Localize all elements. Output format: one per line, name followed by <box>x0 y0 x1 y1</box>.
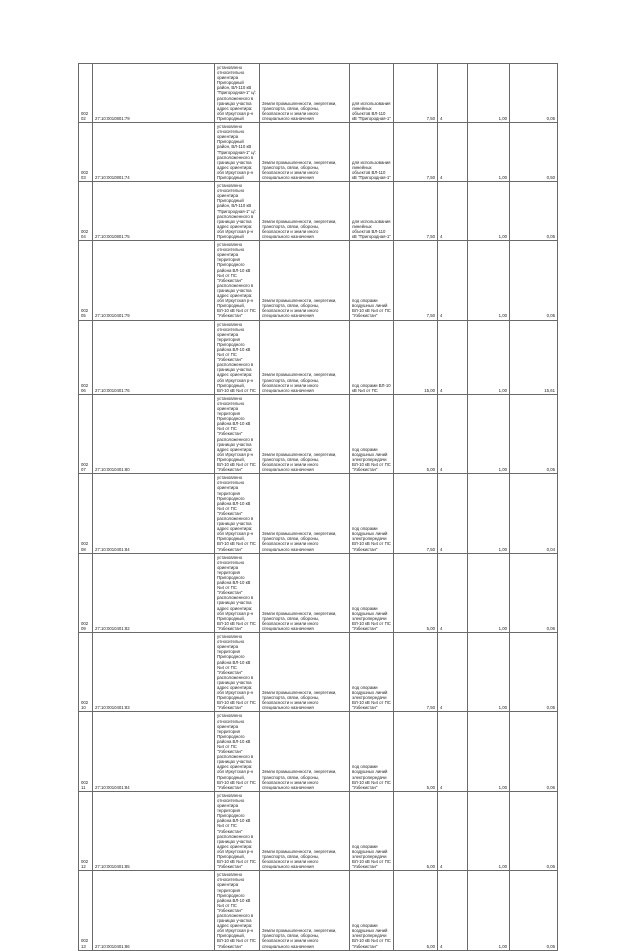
land-category: Земли промышленности, энергетики, транспорта, связи, обороны, безопасности и земли иного специального назначения <box>260 474 350 553</box>
location-description: установлено относительно ориентира Пригородный район, ВЛ-110 кВ "Пригородная-1" ц/: расположенного в границах участка адрес ориентира: обл Иркутская р-н Пригородный <box>215 123 260 182</box>
table-row <box>79 241 558 320</box>
land-category: Земли промышленности, энергетики, транспорта, связи, обороны, безопасности и земли иного специального назначения <box>260 871 350 950</box>
coefficient-value: 1,00 <box>468 712 510 791</box>
land-category: Земли промышленности, энергетики, транспорта, связи, обороны, безопасности и земли иного специального назначения <box>260 791 350 870</box>
row-number: 00211 <box>79 712 93 791</box>
count-value: 4 <box>438 320 468 394</box>
row-number: 00209 <box>79 553 93 632</box>
coefficient-value: 1,00 <box>468 791 510 870</box>
permitted-use: под опорами воздушных линий электропередачи ВЛ-10 кВ №4 от ПС "Узбекистан" <box>350 394 394 473</box>
coefficient-value: 1,00 <box>468 241 510 320</box>
amount-value: 0,05 <box>510 241 558 320</box>
permitted-use: под опорами воздушных линий ВЛ-10 кВ №4 от ПС "Узбекистан" <box>350 241 394 320</box>
table-row <box>79 394 558 473</box>
cadastral-number: 27:10:0010801:75 <box>93 182 215 241</box>
cadastral-number: 27:10:0010801:79 <box>93 64 215 123</box>
table-row <box>79 320 558 394</box>
land-category: Земли промышленности, энергетики, транспорта, связи, обороны, безопасности и земли иного специального назначения <box>260 123 350 182</box>
count-value: 4 <box>438 394 468 473</box>
location-description: установлено относительно ориентира территория Пригородного района ВЛ-10 кВ №4 от ПС "Узбекистан" расположенного в границах участка адрес ориентира: обл Иркутская р-н Пригородный, ВЛ-10 кВ №4 от ПС <box>215 320 260 394</box>
cadastral-number: 27:10:0010401:86 <box>93 871 215 950</box>
table-row <box>79 712 558 791</box>
coefficient-value: 1,00 <box>468 64 510 123</box>
cadastral-number: 27:10:0010401:76 <box>93 320 215 394</box>
land-category: Земли промышленности, энергетики, транспорта, связи, обороны, безопасности и земли иного специального назначения <box>260 633 350 712</box>
amount-value: 0,06 <box>510 791 558 870</box>
land-category: Земли промышленности, энергетики, транспорта, связи, обороны, безопасности и земли иного специального назначения <box>260 553 350 632</box>
row-number: 00212 <box>79 791 93 870</box>
cadastral-number: 27:10:0010401:80 <box>93 394 215 473</box>
count-value: 4 <box>438 553 468 632</box>
row-number: 00207 <box>79 394 93 473</box>
row-number: 00205 <box>79 241 93 320</box>
area-value: 5,00 <box>394 791 438 870</box>
coefficient-value: 1,00 <box>468 394 510 473</box>
count-value: 4 <box>438 633 468 712</box>
location-description: установлено относительно ориентира Пригородный район, ВЛ-110 кВ "Пригородная-1" ц/: расположенного в границах участка адрес ориентира: обл Иркутская р-н Пригородный <box>215 182 260 241</box>
cadastral-number: 27:10:0010401:83 <box>93 633 215 712</box>
count-value: 4 <box>438 712 468 791</box>
location-description: установлено относительно ориентира территория Пригородного района ВЛ-10 кВ №4 от ПС "Узбекистан" расположенного в границах участка адрес ориентира: обл Иркутская р-н Пригородный, ВЛ-10 кВ №4 от ПС "Узбекистан" <box>215 712 260 791</box>
coefficient-value: 1,00 <box>468 474 510 553</box>
permitted-use: для использования линейных объектов ВЛ-110 кВ "Пригородная-1" <box>350 182 394 241</box>
amount-value: 0,05 <box>510 182 558 241</box>
amount-value: 0,05 <box>510 394 558 473</box>
cadastral-number: 27:10:0010801:74 <box>93 123 215 182</box>
permitted-use: под опорами воздушных линий электропередачи ВЛ-10 кВ №4 от ПС "Узбекистан" <box>350 791 394 870</box>
table-row <box>79 871 558 950</box>
area-value: 7,50 <box>394 182 438 241</box>
area-value: 7,50 <box>394 123 438 182</box>
location-description: установлено относительно ориентира территория Пригородного района ВЛ-10 кВ №4 от ПС "Узбекистан" расположенного в границах участка адрес ориентира: обл Иркутская р-н Пригородный, ВЛ-10 кВ №4 от ПС "Узбекистан" <box>215 474 260 553</box>
area-value: 7,50 <box>394 474 438 553</box>
permitted-use: под опорами воздушных линий электропередачи ВЛ-10 кВ №4 от ПС "Узбекистан" <box>350 633 394 712</box>
amount-value: 0,05 <box>510 64 558 123</box>
table-row <box>79 474 558 553</box>
count-value: 4 <box>438 182 468 241</box>
table-row <box>79 64 558 123</box>
permitted-use: под опорами воздушных линий электропередачи ВЛ-10 кВ №4 от ПС "Узбекистан" <box>350 474 394 553</box>
location-description: установлено относительно ориентира территория Пригородного района ВЛ-10 кВ №4 от ПС "Узбекистан" расположенного в границах участка адрес ориентира: обл Иркутская р-н Пригородный, ВЛ-10 кВ №4 от ПС "Узбекистан" <box>215 871 260 950</box>
location-description: установлено относительно ориентира территория Пригородного района ВЛ-10 кВ №4 от ПС "Узбекистан" расположенного в границах участка адрес ориентира: обл Иркутская р-н Пригородный, ВЛ-10 кВ №4 от ПС "Узбекистан" <box>215 241 260 320</box>
location-description: установлено относительно ориентира Пригородный район, ВЛ-110 кВ "Пригородная-1" ц/: расположенного в границах участка адрес ориентира: обл Иркутская р-н Пригородный <box>215 64 260 123</box>
row-number: 00206 <box>79 320 93 394</box>
permitted-use: под опорами воздушных линий электропередачи ВЛ-10 кВ №4 от ПС "Узбекистан" <box>350 553 394 632</box>
coefficient-value: 1,00 <box>468 123 510 182</box>
cadastral-number: 27:10:0010401:79 <box>93 241 215 320</box>
count-value: 4 <box>438 474 468 553</box>
location-description: установлено относительно ориентира территория Пригородного района ВЛ-10 кВ №4 от ПС "Узбекистан" расположенного в границах участка адрес ориентира: обл Иркутская р-н Пригородный, ВЛ-10 кВ №4 от ПС "Узбекистан" <box>215 553 260 632</box>
location-description: установлено относительно ориентира территория Пригородного района ВЛ-10 кВ №4 от ПС "Узбекистан" расположенного в границах участка адрес ориентира: обл Иркутская р-н Пригородный, ВЛ-10 кВ №4 от ПС "Узбекистан" <box>215 633 260 712</box>
area-value: 7,50 <box>394 241 438 320</box>
table-body <box>79 64 558 951</box>
area-value: 5,00 <box>394 394 438 473</box>
location-description: установлено относительно ориентира территория Пригородного района ВЛ-10 кВ №4 от ПС "Узбекистан" расположенного в границах участка адрес ориентира: обл Иркутская р-н Пригородный, ВЛ-10 кВ №4 от ПС "Узбекистан" <box>215 394 260 473</box>
row-number: 00208 <box>79 474 93 553</box>
area-value: 5,00 <box>394 871 438 950</box>
coefficient-value: 1,00 <box>468 871 510 950</box>
row-number: 00210 <box>79 633 93 712</box>
table-row <box>79 123 558 182</box>
count-value: 4 <box>438 64 468 123</box>
amount-value: 0,06 <box>510 553 558 632</box>
permitted-use: под опорами воздушных линий электропередачи ВЛ-10 кВ №4 от ПС "Узбекистан" <box>350 712 394 791</box>
cadastral-number: 27:10:0010401:85 <box>93 791 215 870</box>
count-value: 4 <box>438 241 468 320</box>
coefficient-value: 1,00 <box>468 320 510 394</box>
permitted-use: для использования линейных объектов ВЛ-110 кВ "Пригородная-1" <box>350 123 394 182</box>
amount-value: 0,04 <box>510 474 558 553</box>
land-category: Земли промышленности, энергетики, транспорта, связи, обороны, безопасности и земли иного специального назначения <box>260 241 350 320</box>
row-number: 00213 <box>79 871 93 950</box>
count-value: 4 <box>438 123 468 182</box>
location-description: установлено относительно ориентира территория Пригородного района ВЛ-10 кВ №4 от ПС "Узбекистан" расположенного в границах участка адрес ориентира: обл Иркутская р-н Пригородный, ВЛ-10 кВ №4 от ПС "Узбекистан" <box>215 791 260 870</box>
count-value: 4 <box>438 871 468 950</box>
area-value: 5,00 <box>394 712 438 791</box>
land-category: Земли промышленности, энергетики, транспорта, связи, обороны, безопасности и земли иного специального назначения <box>260 182 350 241</box>
count-value: 4 <box>438 791 468 870</box>
land-category: Земли промышленности, энергетики, транспорта, связи, обороны, безопасности и земли иного специального назначения <box>260 394 350 473</box>
amount-value: 0,05 <box>510 871 558 950</box>
area-value: 7,50 <box>394 633 438 712</box>
table-row <box>79 633 558 712</box>
area-value: 15,00 <box>394 320 438 394</box>
land-registry-table <box>78 63 558 951</box>
coefficient-value: 1,00 <box>468 553 510 632</box>
row-number: 00202 <box>79 64 93 123</box>
cadastral-number: 27:10:0010401:82 <box>93 553 215 632</box>
land-category: Земли промышленности, энергетики, транспорта, связи, обороны, безопасности и земли иного специального назначения <box>260 320 350 394</box>
amount-value: 0,05 <box>510 633 558 712</box>
amount-value: 0,50 <box>510 123 558 182</box>
coefficient-value: 1,00 <box>468 633 510 712</box>
cadastral-number: 27:10:0010401:84 <box>93 712 215 791</box>
table-row <box>79 553 558 632</box>
row-number: 00203 <box>79 123 93 182</box>
land-category: Земли промышленности, энергетики, транспорта, связи, обороны, безопасности и земли иного специального назначения <box>260 64 350 123</box>
land-category: Земли промышленности, энергетики, транспорта, связи, обороны, безопасности и земли иного специального назначения <box>260 712 350 791</box>
area-value: 7,50 <box>394 64 438 123</box>
area-value: 5,00 <box>394 553 438 632</box>
permitted-use: под опорами воздушных линий электропередачи ВЛ-10 кВ №4 от ПС "Узбекистан" <box>350 871 394 950</box>
permitted-use: под опорами ВЛ-10 кВ №4 от ПС <box>350 320 394 394</box>
amount-value: 15,61 <box>510 320 558 394</box>
permitted-use: для использования линейных объектов ВЛ-110 кВ "Пригородная-1" <box>350 64 394 123</box>
cadastral-number: 27:10:0010401:84 <box>93 474 215 553</box>
table-row <box>79 791 558 870</box>
row-number: 00204 <box>79 182 93 241</box>
table-row <box>79 182 558 241</box>
coefficient-value: 1,00 <box>468 182 510 241</box>
amount-value: 0,06 <box>510 712 558 791</box>
